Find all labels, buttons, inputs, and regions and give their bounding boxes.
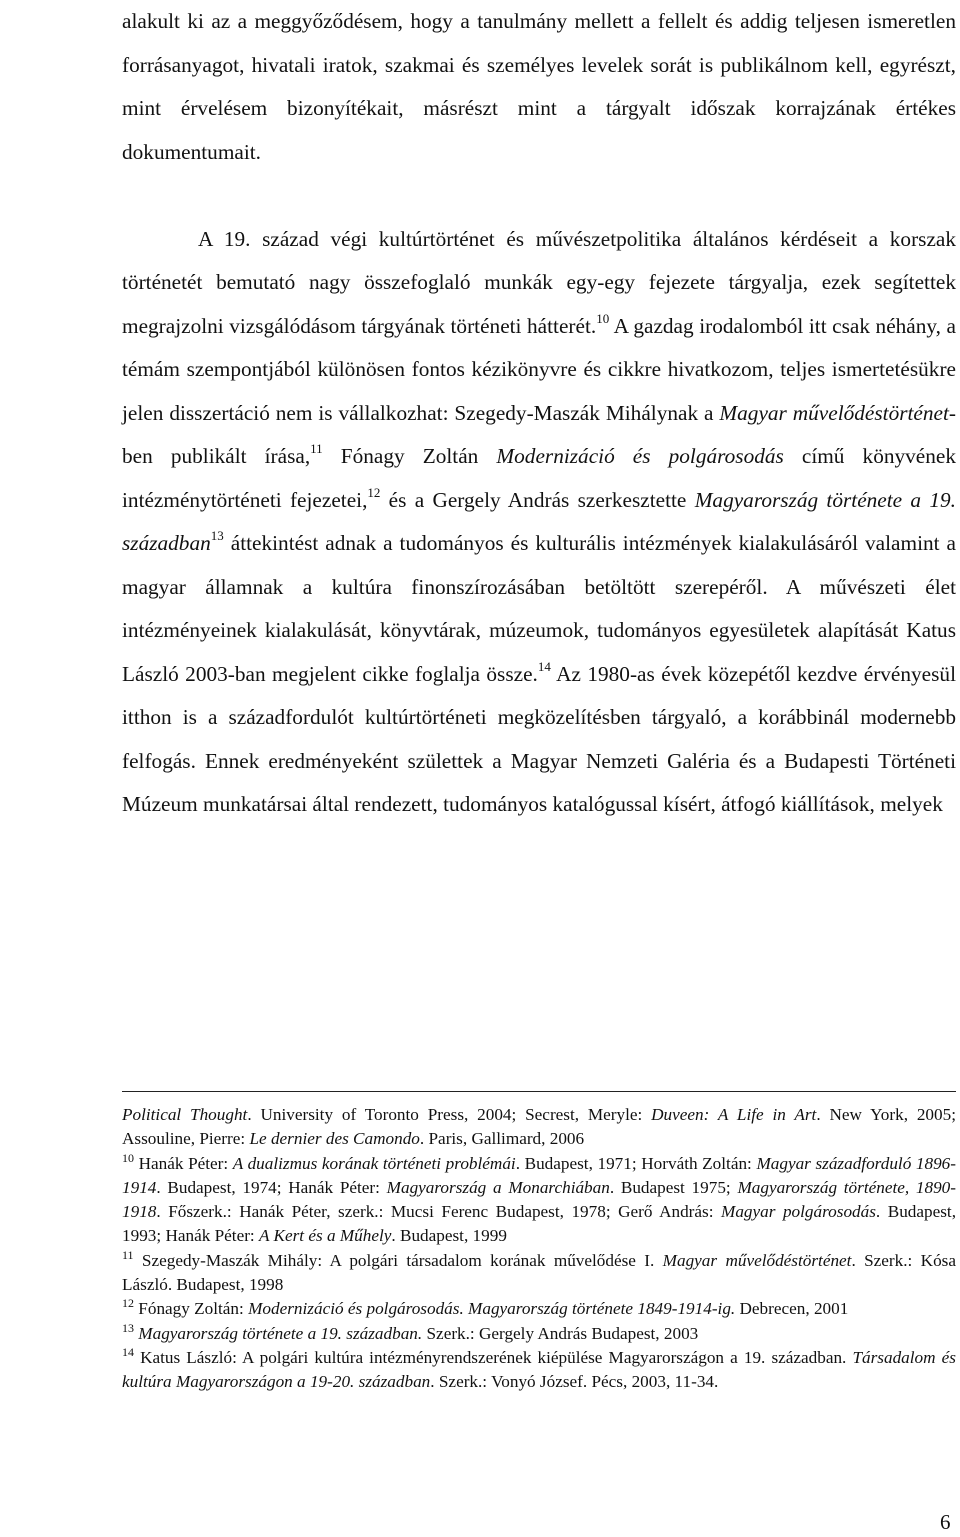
footnote-10: $^{10}$ Hanák Péter: A dualizmus korának történeti problémái. Budapest, 1971; Horváth Zoltán: Magyar századforduló 1896-1914. Budapest, 1974; Hanák Péter: Magyarország a Monarchiában. Budapest 1975; Magyarország története, 1890-1918. Főszerk.: Hanák Péter, szerk.: Mucsi Ferenc Budapest, 1978; Gerő András: Magyar polgárosodás. Budapest, 1993; Hanák Péter: A Kert és a Műhely. Budapest, 1999 xyxy=(122,1150,957,1246)
body-text xyxy=(122,0,956,827)
footnote-ref-10[interactable]: 10 xyxy=(596,310,610,326)
footnote-ref-13[interactable]: 13 xyxy=(210,528,224,543)
page-number: 6 xyxy=(940,1510,951,1534)
paragraph-2: A 19. század végi kultúrtörténet és művészetpolitika általános kérdéseit a korszak történetét bemutató nagy összefoglaló munkák egy-egy fejezete tárgyalja, ezek segítettek megrajzolni vizsgálódásom tárgyának történeti hátterét.$^{10}$ A gazdag irodalomból itt csak néhány, a témám szempontjából különösen fontos kézikönyvre és cikkre hivatkozom, teljes ismertetésükre jelen disszertáció nem is vállalkozhat: Szegedy-Maszák Mihálynak a Magyar művelődéstörténet-ben publikált írása,$^{11}$ Fónagy Zoltán Modernizáció és polgárosodás című könyvének intézménytörténeti fejezetei,$^{12}$ és a Gergely András szerkesztette Magyarország története a 19. században$^{13}$ áttekintést adnak a tudományos és kulturális intézmények kialakulásáról valamint a magyar államnak a kultúra finonszírozásában betöltött szerepéről. A művészeti élet intézményeinek kialakulását, könyvtárak, múzeumok, tudományos egyesületek alapítását Katus László 2003-ban megjelent cikke foglalja össze.$^{14}$ Az 1980-as évek közepétől kezdve érvényesül itthon is a századfordulót kultúrtörténeti megközelítésben tárgyaló, a korábbinál modernebb felfogás. Ennek eredményeként születtek a Magyar Nemzeti Galéria és a Budapesti Történeti Múzeum munkatársai által rendezett, tudományos katalógussal kísért, átfogó kiállítások, melyek xyxy=(122,226,956,816)
footnote-12: $^{12}$ Fónagy Zoltán: Modernizáció és polgárosodás. Magyarország története 1849-1914-ig. Debrecen, 2001 xyxy=(122,1296,849,1319)
footnote-ref-14[interactable]: 14 xyxy=(537,658,551,674)
footnote-13: $^{13}$ Magyarország története a 19. században. Szerk.: Gergely András Budapest, 2003 xyxy=(122,1320,699,1343)
footnote-ref-12[interactable]: 12 xyxy=(367,484,381,500)
footnote-14: $^{14}$ Katus László: A polgári kultúra intézményrendszerének kiépülése Magyarországon a 19. században. Társadalom és kultúra Magyarországon a 19-20. században. Szerk.: Vonyó József. Pécs, 2003, 11-34. xyxy=(122,1344,956,1392)
footnotes xyxy=(122,1103,956,1395)
paragraph-1: alakult ki az a meggyőződésem, hogy a tanulmány mellett a fellelt és addig teljesen ismeretlen forrásanyagot, hivatali iratok, szakmai és személyes levelek sorát is publikálnom kell, egyrészt, mint érvelésem bizonyítékait, másrészt mint a tárgyalt időszak korrajzának értékes dokumentumait. xyxy=(122,9,956,164)
footnote-continued: Political Thought. University of Toronto Press, 2004; Secrest, Meryle: Duveen: A Life in Art. New York, 2005; Assouline, Pierre: Le dernier des Camondo. Paris, Gallimard, 2006 xyxy=(122,1105,956,1149)
footnote-ref-11[interactable]: 11 xyxy=(310,441,323,456)
footnote-11: $^{11}$ Szegedy-Maszák Mihály: A polgári társadalom korának művelődése I. Magyar művelődéstörténet. Szerk.: Kósa László. Budapest, 1998 xyxy=(122,1247,956,1295)
footnote-divider xyxy=(122,1091,956,1092)
